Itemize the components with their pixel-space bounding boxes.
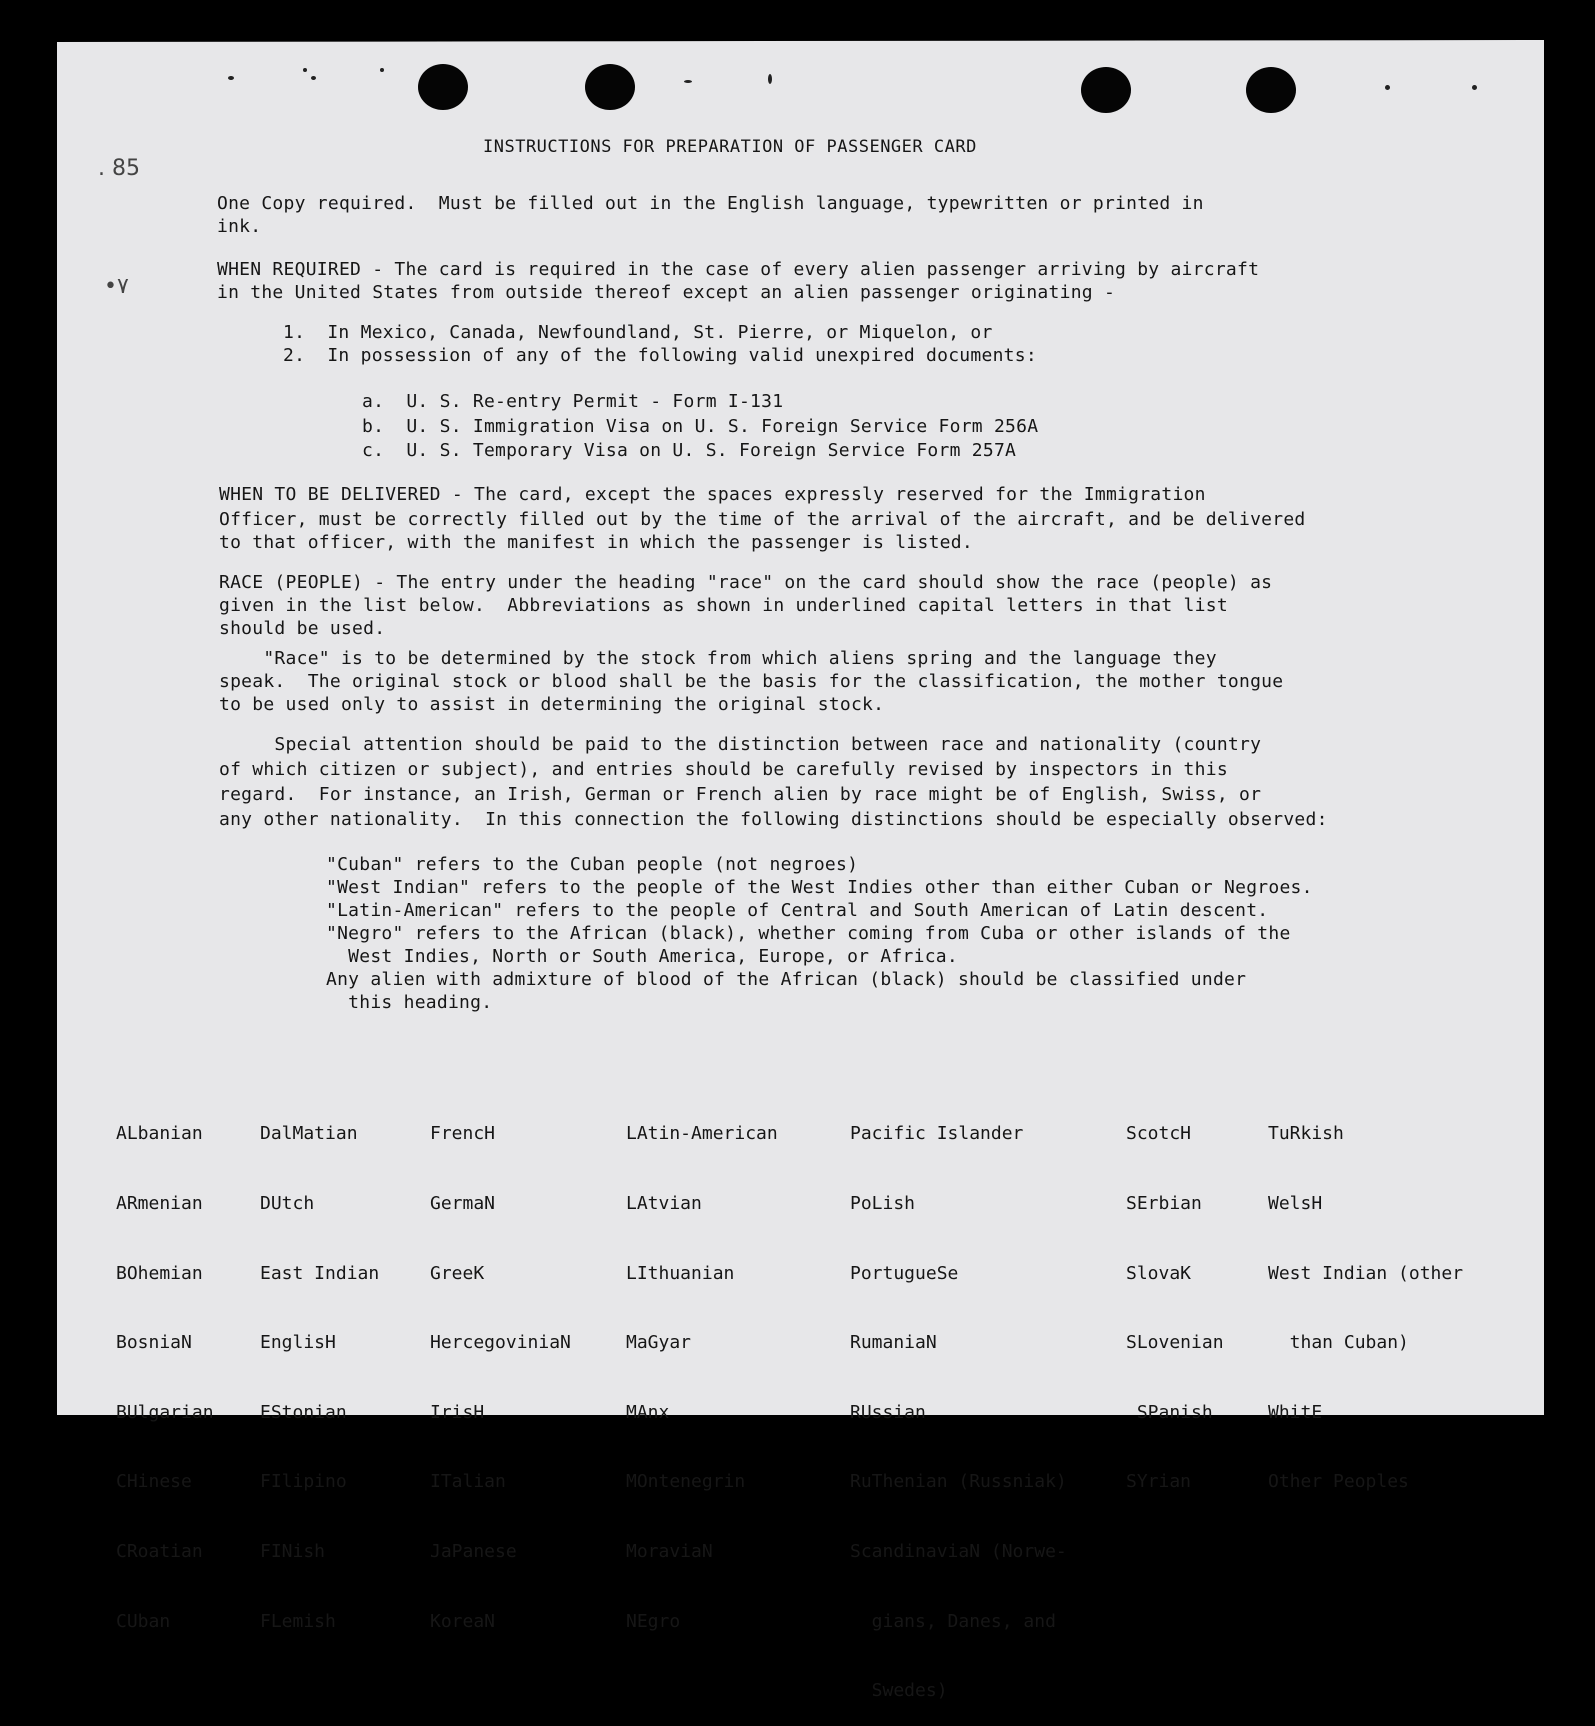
paper-speck: [684, 80, 692, 83]
page-title: INSTRUCTIONS FOR PREPARATION OF PASSENGER CARD: [483, 137, 977, 157]
paper-speck: [311, 76, 316, 80]
race-list-item: WhitE: [1268, 1401, 1323, 1423]
race-list-item: PortugueSe: [850, 1262, 959, 1284]
race-list-item: West Indian (other: [1268, 1262, 1464, 1284]
race-line: "Race" is to be determined by the stock from which aliens spring and the language they: [219, 648, 1217, 669]
race-list-item: LAtvian: [626, 1193, 702, 1215]
when-required-line: WHEN REQUIRED - The card is required in the case of every alien passenger arriving by aircraft: [217, 259, 1260, 280]
race-list-item: GreeK: [430, 1262, 485, 1284]
paper-speck: [1385, 85, 1390, 90]
margin-number: . 85: [98, 156, 140, 181]
race-list-item: KoreaN: [430, 1610, 496, 1632]
race-list-item: LAtin-American: [626, 1123, 778, 1145]
race-list-item: gians, Danes, and: [850, 1610, 1056, 1632]
race-list-item: Other Peoples: [1268, 1471, 1409, 1493]
paper-speck: [228, 76, 234, 80]
race-list-item: FrencH: [430, 1123, 496, 1145]
punch-hole: [1081, 67, 1131, 113]
race-list-item: RuThenian (Russniak): [850, 1471, 1067, 1493]
race-list-item: CRoatian: [116, 1541, 203, 1563]
race-list-item: MAnx: [626, 1401, 670, 1423]
when-required-item: 2. In possession of any of the following valid unexpired documents:: [283, 345, 1037, 366]
race-list-item: RUssian: [850, 1401, 926, 1423]
race-list-item: ScandinaviaN (Norwe-: [850, 1541, 1067, 1563]
document-item: c. U. S. Temporary Visa on U. S. Foreign Service Form 257A: [362, 440, 1017, 461]
race-list-item: FLemish: [260, 1610, 336, 1632]
intro-line: ink.: [217, 216, 262, 237]
special-line: of which citizen or subject), and entries should be carefully revised by inspectors in this: [219, 759, 1228, 780]
race-list-item: SlovaK: [1126, 1262, 1192, 1284]
race-list-item: FINish: [260, 1541, 326, 1563]
race-list-item: NEgro: [626, 1610, 681, 1632]
race-list-column: [116, 1076, 214, 1656]
race-list-item: East Indian: [260, 1262, 380, 1284]
race-list-column: [260, 1076, 379, 1656]
race-list-item: GermaN: [430, 1193, 496, 1215]
race-line: RACE (PEOPLE) - The entry under the heading "race" on the card should show the race (people) as: [219, 572, 1273, 593]
document-item: a. U. S. Re-entry Permit - Form I-131: [362, 391, 784, 412]
distinction-line: West Indies, North or South America, Europe, or Africa.: [326, 946, 958, 967]
race-list-item: MaGyar: [626, 1332, 692, 1354]
intro-line: One Copy required. Must be filled out in the English language, typewritten or printed in: [217, 193, 1204, 214]
paper-speck: [768, 74, 772, 84]
special-line: Special attention should be paid to the distinction between race and nationality (country: [219, 734, 1262, 755]
race-line: to be used only to assist in determining the original stock.: [219, 694, 885, 715]
race-list-column: [1268, 1076, 1463, 1517]
distinction-line: "Cuban" refers to the Cuban people (not negroes): [326, 854, 859, 875]
race-list-item: CUban: [116, 1610, 171, 1632]
race-line: speak. The original stock or blood shall be the basis for the classification, the mother tongue: [219, 671, 1284, 692]
race-list-column: [1126, 1076, 1224, 1517]
race-list-item: ITalian: [430, 1471, 506, 1493]
race-list-item: BUlgarian: [116, 1401, 214, 1423]
race-list-item: IrisH: [430, 1401, 485, 1423]
punch-hole: [585, 64, 635, 110]
when-delivered-line: Officer, must be correctly filled out by the time of the arrival of the aircraft, and be delivered: [219, 509, 1306, 530]
race-list-item: SLovenian: [1126, 1332, 1224, 1354]
race-list-item: SErbian: [1126, 1193, 1202, 1215]
race-list-item: MOntenegrin: [626, 1471, 746, 1493]
race-list-item: DUtch: [260, 1193, 315, 1215]
race-list-item: EnglisH: [260, 1332, 336, 1354]
race-list-item: HercegoviniaN: [430, 1332, 571, 1354]
paper-speck: [380, 68, 384, 72]
distinction-line: "West Indian" refers to the people of the West Indies other than either Cuban or Negroes.: [326, 877, 1313, 898]
distinction-line: Any alien with admixture of blood of the African (black) should be classified under: [326, 969, 1247, 990]
when-delivered-line: to that officer, with the manifest in which the passenger is listed.: [219, 532, 973, 553]
margin-mark: •٧‌: [104, 274, 129, 299]
race-list-item: LIthuanian: [626, 1262, 735, 1284]
when-required-item: 1. In Mexico, Canada, Newfoundland, St. Pierre, or Miquelon, or: [283, 322, 993, 343]
race-list-column: [430, 1076, 571, 1656]
race-list-item: Pacific Islander: [850, 1123, 1024, 1145]
race-list-item: ALbanian: [116, 1123, 203, 1145]
special-line: any other nationality. In this connection the following distinctions should be especially observed:: [219, 809, 1328, 830]
race-list-item: Swedes): [850, 1680, 948, 1702]
distinction-line: this heading.: [326, 992, 493, 1013]
paper-speck: [303, 68, 307, 72]
race-list-item: EStonian: [260, 1401, 347, 1423]
race-list-item: BosniaN: [116, 1332, 192, 1354]
document-item: b. U. S. Immigration Visa on U. S. Foreign Service Form 256A: [362, 416, 1039, 437]
distinction-line: "Latin-American" refers to the people of Central and South American of Latin descent.: [326, 900, 1269, 921]
distinction-line: "Negro" refers to the African (black), whether coming from Cuba or other islands of the: [326, 923, 1291, 944]
punch-hole: [1246, 67, 1296, 113]
race-list-item: TuRkish: [1268, 1123, 1344, 1145]
race-list-item: CHinese: [116, 1471, 192, 1493]
race-list-item: DalMatian: [260, 1123, 358, 1145]
race-list-item: FIlipino: [260, 1471, 347, 1493]
race-list-item: than Cuban): [1268, 1332, 1409, 1354]
race-list-item: PoLish: [850, 1193, 916, 1215]
race-list-item: SPanish: [1126, 1401, 1213, 1423]
race-list-item: SYrian: [1126, 1471, 1192, 1493]
paper-speck: [1472, 85, 1477, 90]
when-delivered-line: WHEN TO BE DELIVERED - The card, except the spaces expressly reserved for the Immigration: [219, 484, 1206, 505]
race-list-item: BOhemian: [116, 1262, 203, 1284]
race-list-column: [850, 1076, 1067, 1726]
special-line: regard. For instance, an Irish, German or French alien by race might be of English, Swiss, or: [219, 784, 1262, 805]
punch-hole: [418, 64, 468, 110]
race-list-item: ARmenian: [116, 1193, 203, 1215]
race-line: given in the list below. Abbreviations as shown in underlined capital letters in that list: [219, 595, 1228, 616]
race-line: should be used.: [219, 618, 386, 639]
race-list-item: MoraviaN: [626, 1541, 713, 1563]
race-list-item: ScotcH: [1126, 1123, 1192, 1145]
when-required-line: in the United States from outside thereof except an alien passenger originating -: [217, 282, 1116, 303]
race-list-column: [626, 1076, 778, 1656]
race-list-item: JaPanese: [430, 1541, 517, 1563]
race-list-item: RumaniaN: [850, 1332, 937, 1354]
race-list-item: WelsH: [1268, 1193, 1323, 1215]
